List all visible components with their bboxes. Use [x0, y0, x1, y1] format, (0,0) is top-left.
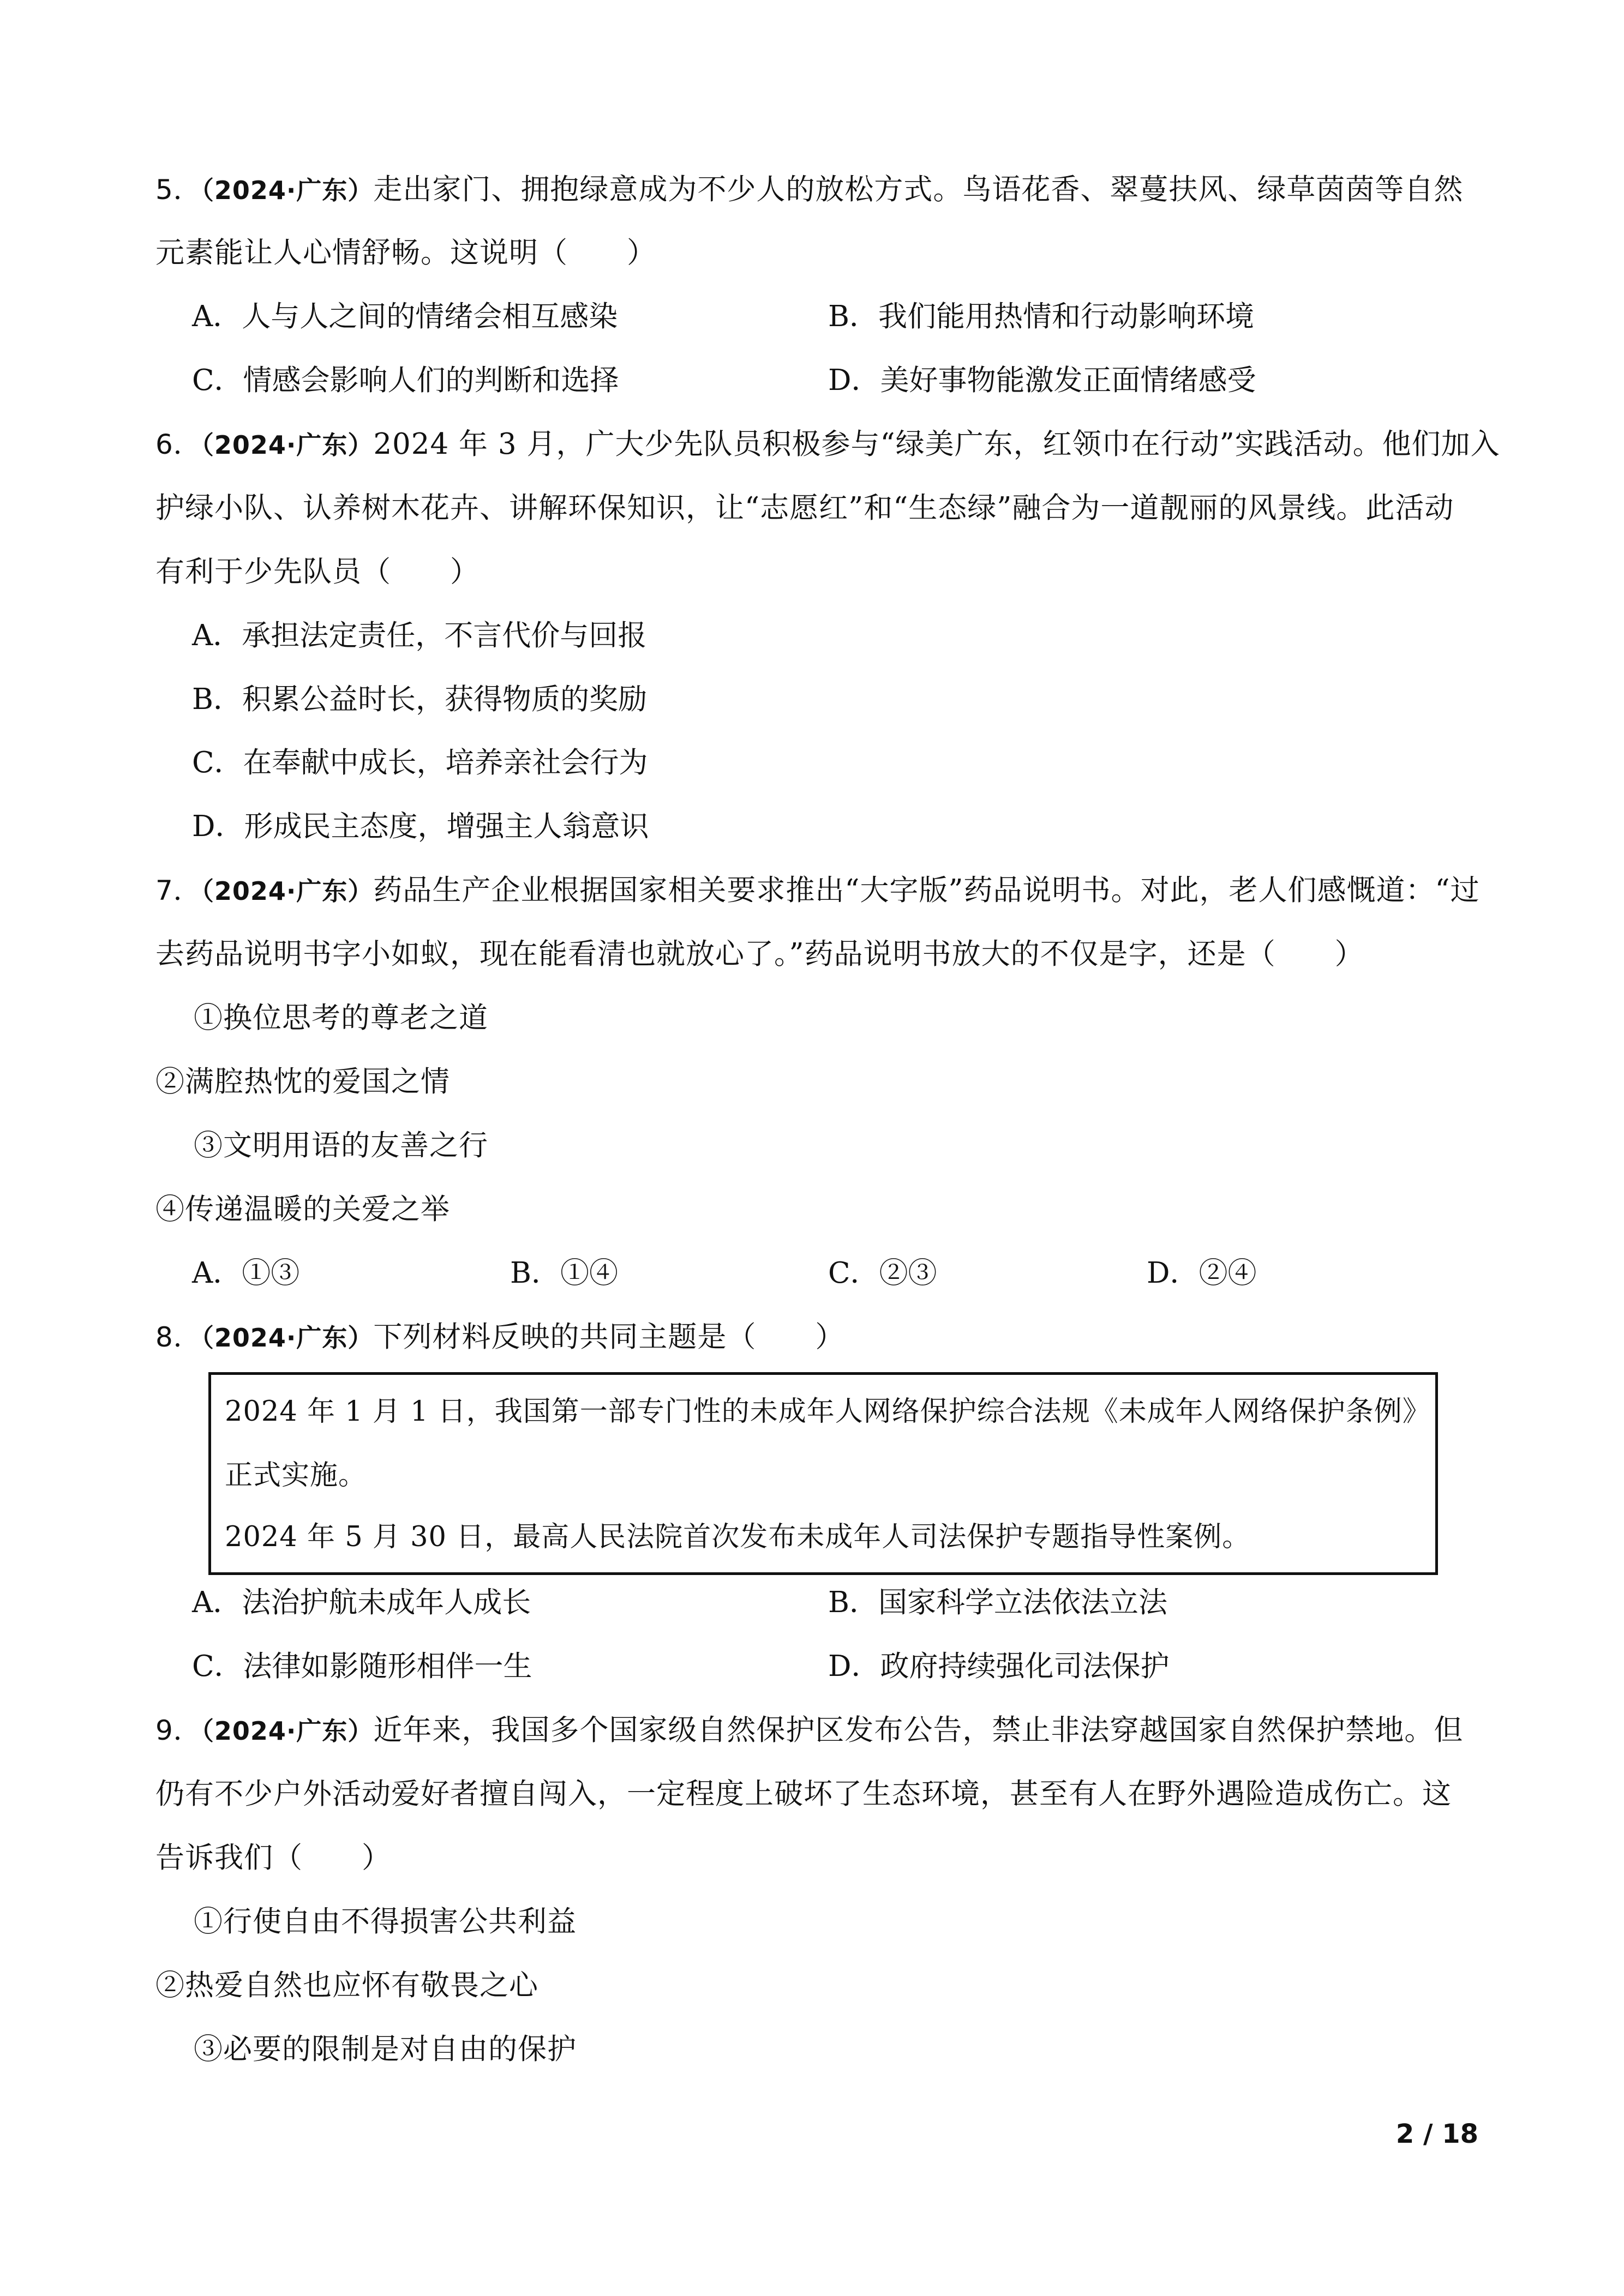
q9-statement-3: ③必要的限制是对自由的保护: [194, 2033, 577, 2066]
page-number: 2 / 18: [1395, 2119, 1478, 2149]
q8-source: （2024·广东）: [201, 1323, 374, 1353]
q8-option-a: A．法治护航未成年人成长: [192, 1586, 531, 1619]
q5-option-c: C．情感会影响人们的判断和选择: [192, 364, 619, 397]
q9-statement-1: ①行使自由不得损害公共利益: [194, 1905, 577, 1938]
q9-stem-text-1: 近年来，我国多个国家级自然保护区发布公告，禁止非法穿越国家自然保护禁地。但: [373, 1714, 1464, 1747]
q5-option-b: B．我们能用热情和行动影响环境: [828, 300, 1254, 333]
q7-statement-2: ②满腔热忱的爱国之情: [155, 1065, 450, 1098]
q6-stem-line-2: 护绿小队、认养树木花卉、讲解环保知识，让“志愿红”和“生态绿”融合为一道靓丽的风景线。此活动: [155, 491, 1454, 525]
q7-option-a: A．①③: [192, 1257, 300, 1290]
q7-stem-line-2: 去药品说明书字小如蚁，现在能看清也就放心了。”药品说明书放大的不仅是字，还是（ ）: [155, 937, 1364, 971]
q7-source: （2024·广东）: [201, 876, 374, 906]
q7-statement-3: ③文明用语的友善之行: [194, 1129, 488, 1162]
q9-stem-line-2: 仍有不少户外活动爱好者擅自闯入，一定程度上破坏了生态环境，甚至有人在野外遇险造成伤亡。这: [155, 1777, 1452, 1811]
q5-number: 5．: [155, 174, 201, 206]
q9-stem-line-3: 告诉我们（ ）: [155, 1841, 391, 1874]
q8-material-line-3: 2024 年 5 月 30 日，最高人民法院首次发布未成年人司法保护专题指导性案例。: [225, 1521, 1251, 1553]
q8-stem-text-1: 下列材料反映的共同主题是（ ）: [373, 1320, 845, 1354]
q5-source: （2024·广东）: [201, 176, 374, 205]
q5-stem-line-2: 元素能让人心情舒畅。这说明（ ）: [155, 236, 656, 269]
q6-option-a: A．承担法定责任，不言代价与回报: [192, 619, 647, 652]
q8-material-line-2: 正式实施。: [225, 1459, 367, 1492]
q8-number: 8．: [155, 1321, 201, 1353]
q6-number: 6．: [155, 429, 201, 460]
q6-stem-line-1: [155, 423, 1500, 467]
q9-stem-line-1: [155, 1709, 1463, 1753]
q9-source: （2024·广东）: [201, 1716, 374, 1746]
q8-option-c: C．法律如影随形相伴一生: [192, 1650, 532, 1683]
q8-option-b: B．国家科学立法依法立法: [828, 1586, 1167, 1619]
q7-option-c: C．②③: [828, 1257, 937, 1290]
q6-option-c: C．在奉献中成长，培养亲社会行为: [192, 746, 648, 779]
q6-source: （2024·广东）: [201, 430, 374, 460]
q6-option-d: D．形成民主态度，增强主人翁意识: [192, 810, 649, 843]
q9-statement-2: ②热爱自然也应怀有敬畏之心: [155, 1969, 538, 2002]
q6-stem-line-3: 有利于少先队员（ ）: [155, 555, 480, 588]
q8-option-d: D．政府持续强化司法保护: [828, 1650, 1170, 1683]
q6-option-b: B．积累公益时长，获得物质的奖励: [192, 683, 647, 716]
q5-stem-text-1: 走出家门、拥抱绿意成为不少人的放松方式。鸟语花香、翠蔓扶风、绿草茵茵等自然: [373, 173, 1464, 206]
q5-option-a: A．人与人之间的情绪会相互感染: [192, 300, 618, 333]
q7-option-b: B．①④: [510, 1257, 618, 1290]
q7-option-d: D．②④: [1147, 1257, 1257, 1290]
q5-stem-line-1: [155, 168, 1463, 212]
q7-stem-line-1: [155, 869, 1480, 913]
q9-number: 9．: [155, 1715, 201, 1746]
q6-stem-text-1: 2024 年 3 月，广大少先队员积极参与“绿美广东，红领巾在行动”实践活动。他们加入: [373, 428, 1500, 461]
q5-option-d: D．美好事物能激发正面情绪感受: [828, 364, 1256, 397]
q7-number: 7．: [155, 875, 201, 906]
q7-statement-4: ④传递温暖的关爱之举: [155, 1193, 450, 1226]
q8-stem-line-1: [155, 1315, 844, 1360]
q7-stem-text-1: 药品生产企业根据国家相关要求推出“大字版”药品说明书。对此，老人们感慨道：“过: [373, 874, 1480, 907]
q8-material-line-1: 2024 年 1 月 1 日，我国第一部专门性的未成年人网络保护综合法规《未成年人网络保护条例》: [225, 1396, 1431, 1428]
q7-statement-1: ①换位思考的尊老之道: [194, 1001, 488, 1035]
